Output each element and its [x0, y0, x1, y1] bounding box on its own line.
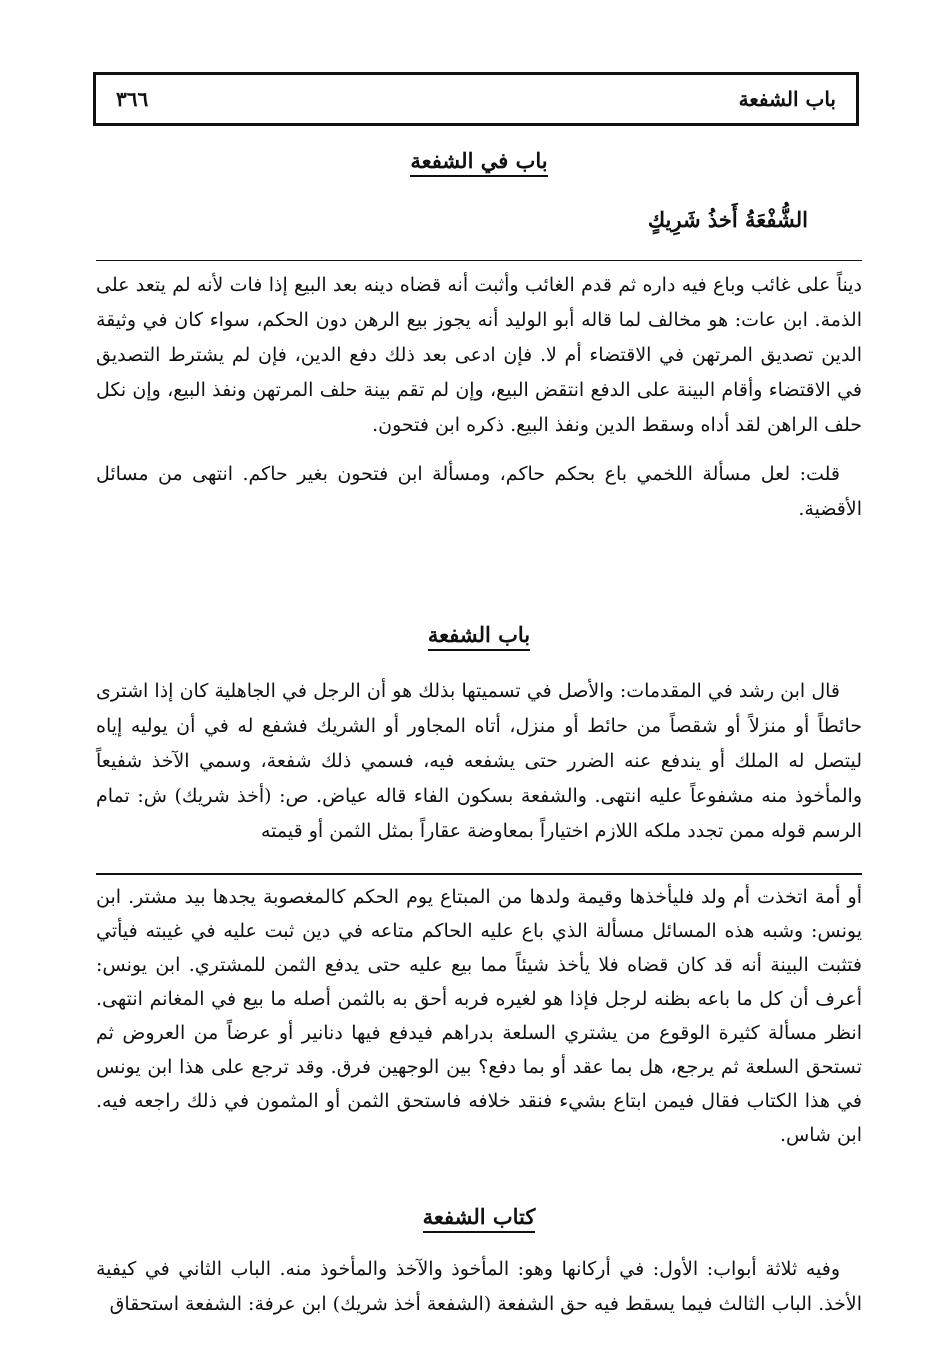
footnote-body — [96, 880, 862, 1152]
section-heading-2-text: باب الشفعة — [428, 622, 530, 651]
section-1-paragraph-2: قلت: لعل مسألة اللخمي باع بحكم حاكم، ومسألة ابن فتحون بغير حاكم. انتهى من مسائل الأقضية. — [96, 463, 862, 520]
section-heading-3 — [96, 1204, 862, 1229]
section-2-paragraph-1: قال ابن رشد في المقدمات: والأصل في تسميتها بذلك هو أن الرجل في الجاهلية كان إذا اشترى حائطاً أو منزلاً أو شقصاً من حائط أو منزل، أتاه المجاور أو الشريك فشفع له في أن يوليه إياه ليتصل له الملك أو يندفع عنه الضرر حتى يشفعه فيه، فسمي ذلك شفعة، وسمي الآخذ شفيعاً والمأخوذ منه مشفوعاً عليه انتهى. والشفعة بسكون الفاء قاله عياض. ص: (أخذ شريك) ش: تمام الرسم قوله ممن تجدد ملكه اللازم اختياراً بمعاوضة عقاراً بمثل الثمن أو قيمته — [96, 680, 862, 842]
section-3-body — [96, 1252, 862, 1322]
footnote-text: أو أمة اتخذت أم ولد فليأخذها وقيمة ولدها من المبتاع يوم الحكم كالمغصوبة يجدها بيد مشتر. ابن يونس: وشبه هذه المسائل مسألة الذي باع عليه الحاكم متاعه في دين ثبت عليه في غيبته فيأتي فتثبت البينة أنه قد كان قضاه فلا يأخذ شيئاً مما بيع عليه حتى يدفع الثمن للمشتري. ابن يونس: أعرف أن كل ما باعه بظنه لرجل فإذا هو لغيره فربه أحق به بالثمن أصله ما بيع في المغانم انتهى. انظر مسألة كثيرة الوقوع من يشتري السلعة بدراهم فيدفع فيها دنانير أو عرضاً من العروض ثم تستحق السلعة ثم يرجع، هل بما عقد أو بما دفع؟ بين الوجهين فرق. وقد ترجع على هذا ابن يونس في هذا الكتاب فقال فيمن ابتاع بشيء فنقد خلافه فاستحق الثمن أو المثمون في ذلك راجعه فيه. ابن شاس. — [96, 886, 862, 1146]
section-heading-2 — [96, 622, 862, 647]
section-heading-1-text: باب في الشفعة — [410, 148, 547, 177]
section-2-body — [96, 674, 862, 849]
running-title: باب الشفعة — [738, 87, 836, 111]
page-header — [93, 72, 859, 126]
section-1-body — [96, 268, 862, 527]
divider-rule — [96, 260, 862, 261]
page-number: ٣٦٦ — [116, 87, 149, 111]
section-heading-3-text: كتاب الشفعة — [423, 1204, 536, 1233]
section-1-paragraph-1: ديناً على غائب وباع فيه داره ثم قدم الغائب وأثبت أنه قضاه دينه بعد البيع إذا فات لأنه لم يتعد على الذمة. ابن عات: هو مخالف لما قاله أبو الوليد أنه يجوز بيع الرهن دون الحكم، سواء كان في وثيقة الدين تصديق المرتهن في الاقتضاء أم لا. فإن ادعى بعد ذلك دفع الدين، فإن لم يشترط التصديق في الاقتضاء وأقام البينة على الدفع انتقض البيع، وإن لم تقم بينة حلف المرتهن ونفذ البيع، وإن نكل حلف الراهن لقد أداه وسقط الدين ونفذ البيع. ذكره ابن فتحون. — [96, 274, 862, 436]
section-3-paragraph-1: وفيه ثلاثة أبواب: الأول: في أركانها وهو: المأخوذ والآخذ والمأخوذ منه. الباب الثاني في كيفية الأخذ. الباب الثالث فيما يسقط فيه حق الشفعة (الشفعة أخذ شريك) ابن عرفة: الشفعة استحقاق — [96, 1258, 862, 1315]
verse-line: الشُّفْعَةُ أَخذُ شَرِيكٍ — [647, 207, 808, 232]
footnote-separator — [96, 873, 862, 875]
section-heading-1 — [96, 148, 862, 173]
